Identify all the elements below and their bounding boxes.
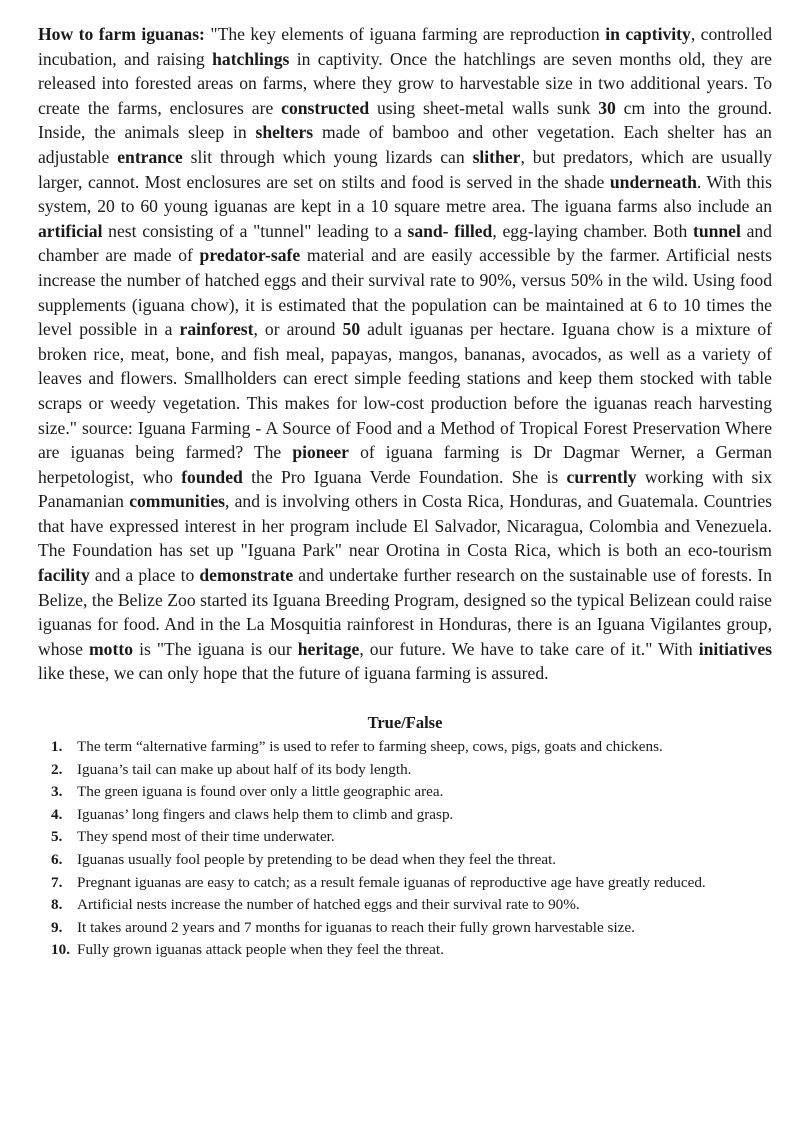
bold-keyword: in captivity: [605, 24, 691, 44]
bold-keyword: facility: [38, 565, 90, 586]
item-statement: Iguanas’ long fingers and claws help them to climb and grasp.: [77, 805, 454, 823]
true-false-heading: True/False: [367, 713, 443, 733]
item-statement: Pregnant iguanas are easy to catch; as a result female iguanas of reproductive age have greatly reduced.: [77, 873, 706, 891]
item-statement: They spend most of their time underwater.: [77, 828, 335, 846]
item-statement: Iguanas usually fool people by pretending to be dead when they feel the threat.: [77, 851, 557, 868]
passage-text: material and are easily accessible by the farmer. Artificial nests increase the number of hatched eggs and their survival rate to 90%, versus 50% in the wild. Using food supplements (iguana chow), it is estimated that the population can be maintained at 6 to 10 times the level possible in a: [38, 245, 773, 340]
passage-text: is "The iguana is our: [133, 638, 298, 659]
passage-text: and chamber are made of: [38, 220, 772, 266]
passage-text: and a place to: [89, 565, 200, 586]
bold-keyword: shelters: [255, 122, 314, 143]
true-false-item: [51, 917, 772, 940]
item-statement: It takes around 2 years and 7 months for iguanas to reach their fully grown harvestable size.: [77, 918, 635, 936]
bold-keyword: How to farm iguanas:: [38, 24, 205, 44]
item-number: 4.: [51, 805, 63, 823]
bold-keyword: slither: [472, 146, 521, 167]
item-statement: The term “alternative farming” is used to refer to farming sheep, cows, pigs, goats and chickens.: [77, 738, 663, 756]
item-statement: Fully grown iguanas attack people when they feel the threat.: [77, 941, 444, 959]
bold-keyword: initiatives: [698, 638, 772, 659]
item-number: 5.: [51, 828, 63, 846]
true-false-item: [51, 759, 772, 782]
bold-keyword: rainforest: [179, 319, 254, 340]
bold-keyword: founded: [181, 466, 243, 487]
item-statement: The green iguana is found over only a little geographic area.: [77, 783, 444, 801]
bold-keyword: underneath: [609, 171, 697, 192]
passage-text: of iguana farming is Dr Dagmar Werner, a German herpetologist, who: [38, 442, 772, 487]
item-number: 8.: [51, 896, 63, 914]
worksheet-page: [38, 22, 772, 962]
passage-text: made of bamboo and other vegetation. Each shelter has an adjustable: [38, 122, 772, 167]
bold-keyword: currently: [566, 466, 637, 487]
true-false-item: [51, 939, 772, 962]
passage-text: in captivity. Once the hatchlings are seven months old, they are released into forested areas on farms, where they grow to harvestable size in two additional years. To create the farms, enclosures are: [38, 48, 772, 118]
bold-keyword: heritage: [297, 638, 360, 659]
passage-text: working with six Panamanian: [38, 466, 772, 512]
item-statement: Artificial nests increase the number of hatched eggs and their survival rate to 90%.: [77, 896, 580, 914]
item-statement: Iguana’s tail can make up about half of its body length.: [77, 760, 412, 778]
bold-keyword: pioneer: [292, 442, 349, 463]
true-false-item: [51, 872, 772, 895]
true-false-item: [51, 804, 772, 827]
passage-text: cm into the ground. Inside, the animals sleep in: [38, 97, 772, 143]
bold-keyword: artificial: [38, 220, 103, 241]
bold-keyword: entrance: [117, 146, 183, 167]
true-false-item: [51, 826, 772, 849]
passage-text: . With this system, 20 to 60 young iguanas are kept in a 10 square metre area. The iguana farms also include an: [38, 171, 772, 217]
bold-keyword: communities: [129, 491, 225, 512]
bold-keyword: demonstrate: [199, 565, 294, 586]
bold-keyword: 30: [598, 97, 616, 118]
reading-passage: [38, 22, 772, 686]
true-false-item: [51, 894, 772, 917]
bold-keyword: motto: [89, 638, 133, 659]
passage-text: using sheet-metal walls sunk: [369, 97, 599, 118]
true-false-item: [51, 849, 772, 872]
true-false-item: [51, 781, 772, 804]
passage-text: , or around: [253, 319, 343, 340]
bold-keyword: constructed: [281, 97, 370, 118]
bold-keyword: sand- filled: [407, 220, 493, 241]
passage-text: nest consisting of a "tunnel" leading to a: [102, 220, 408, 241]
passage-text: "The key elements of iguana farming are reproduction: [204, 24, 606, 44]
item-number: 2.: [51, 760, 63, 778]
item-number: 10.: [51, 941, 70, 959]
item-number: 3.: [51, 783, 63, 801]
passage-text: and undertake further research on the sustainable use of forests. In Belize, the Belize Zoo started its Iguana Breeding Program, designed so the typical Belizean could raise iguanas for food. And in the La Mosquitia rainforest in Honduras, there is an Iguana Vigilantes group, whose: [38, 565, 772, 659]
item-number: 1.: [51, 738, 63, 756]
passage-text: like these, we can only hope that the future of iguana farming is assured.: [38, 663, 549, 684]
bold-keyword: 50: [342, 319, 361, 340]
true-false-list: [38, 736, 772, 962]
passage-text: slit through which young lizards can: [182, 146, 473, 167]
passage-text: , our future. We have to take care of it." With: [359, 638, 699, 659]
passage-text: , but predators, which are usually larger, cannot. Most enclosures are set on stilts and food is served in the shade: [38, 146, 772, 192]
bold-keyword: tunnel: [692, 220, 741, 241]
passage-text: the Pro Iguana Verde Foundation. She is: [242, 466, 567, 487]
passage-text: , and is involving others in Costa Rica, Honduras, and Guatemala. Countries that have expressed interest in her program include El Salvador, Nicaragua, Colombia and Venezuela. The Foundation has set up "Iguana Park" near Orotina in Costa Rica, which is both an eco-tourism: [38, 491, 772, 561]
bold-keyword: predator-safe: [199, 245, 301, 266]
passage-text: , controlled incubation, and raising: [38, 24, 773, 69]
bold-keyword: hatchlings: [212, 48, 290, 69]
true-false-item: [51, 736, 772, 759]
passage-text: , egg-laying chamber. Both: [492, 220, 693, 241]
item-number: 6.: [51, 851, 63, 868]
item-number: 7.: [51, 873, 63, 891]
passage-text: adult iguanas per hectare. Iguana chow is a mixture of broken rice, meat, bone, and fish meal, papayas, mangos, bananas, avocados, as well as a variety of leaves and flowers. Smallholders can erect simple feeding stations and keep them stocked with table scraps or weedy vegetation. This makes for low-cost production before the iguanas reach harvesting size." source: Iguana Farming - A Source of Food and a Method of Tropical Forest Preservation Where are iguanas being farmed? The: [38, 319, 773, 463]
item-number: 9.: [51, 918, 63, 936]
